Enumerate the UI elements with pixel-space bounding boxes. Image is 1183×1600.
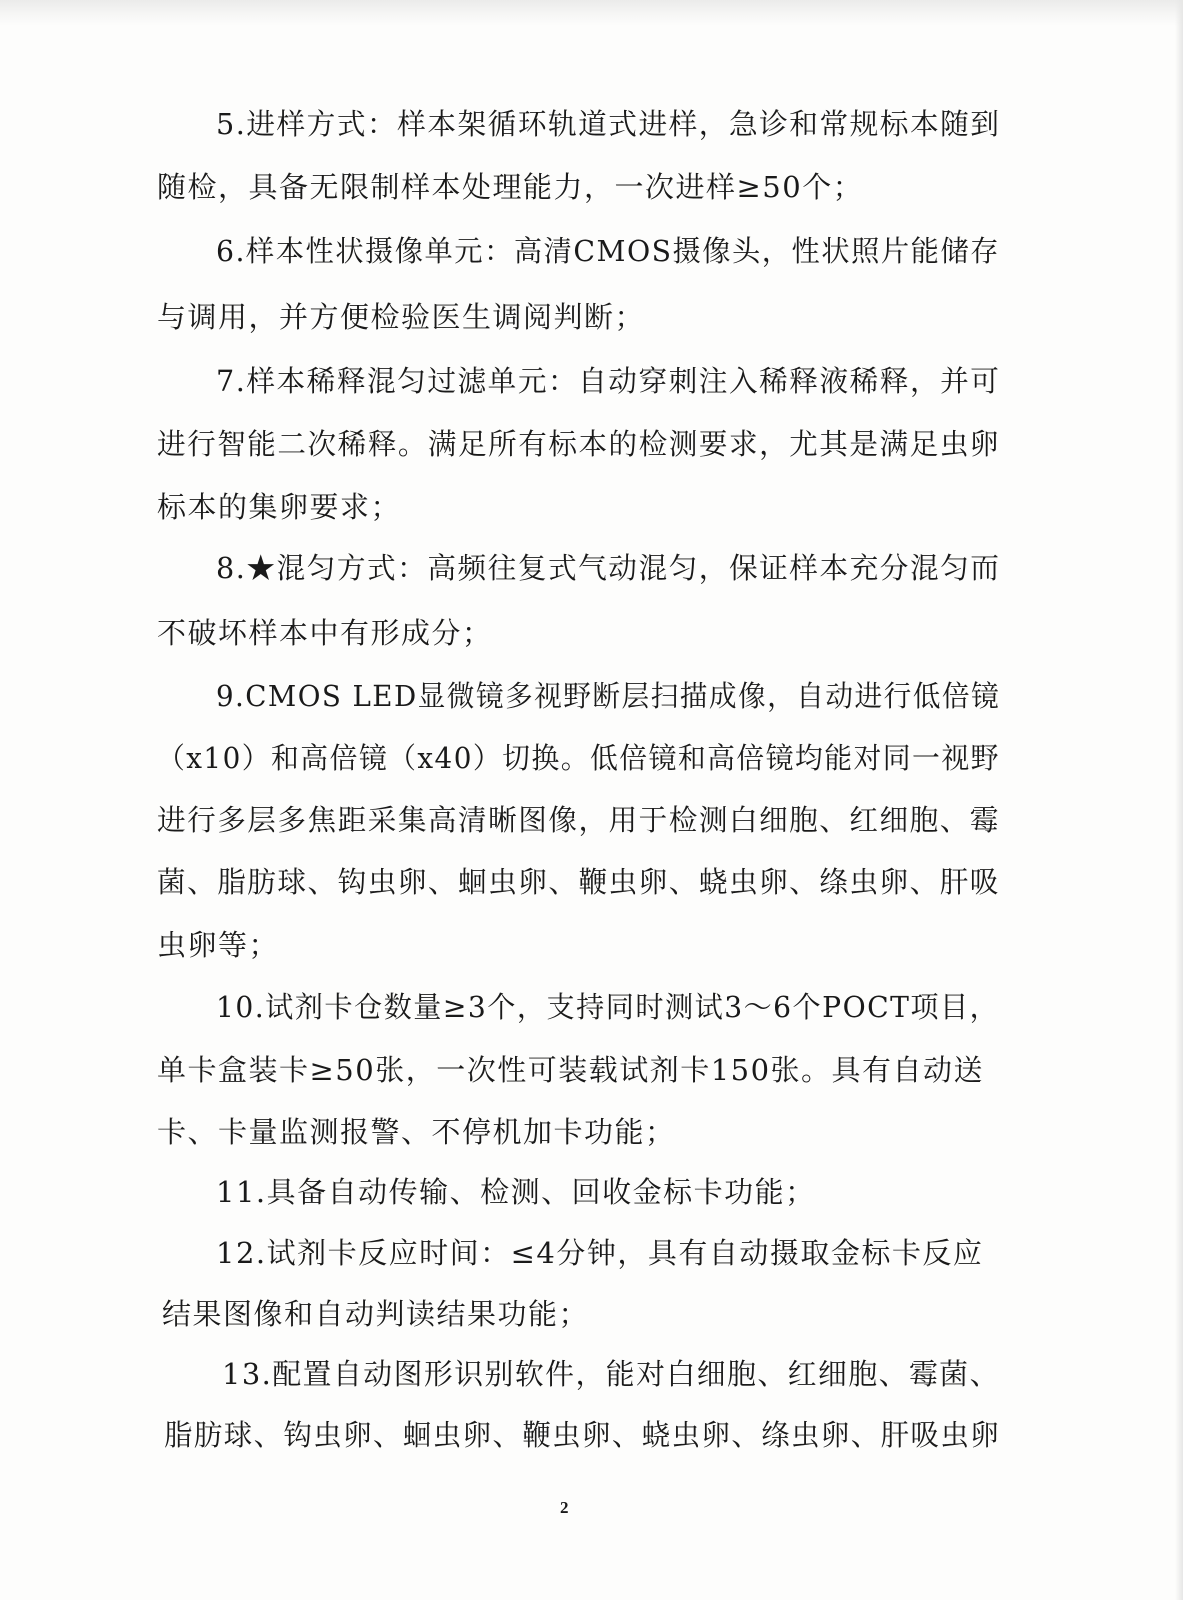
text-line: 菌、脂肪球、钩虫卵、蛔虫卵、鞭虫卵、蛲虫卵、绦虫卵、肝吸 (157, 865, 1000, 899)
scan-edge-shadow (0, 0, 1183, 26)
text-line: 9.CMOS LED显微镜多视野断层扫描成像，自动进行低倍镜 (216, 679, 1001, 713)
text-line: 卡、卡量监测报警、不停机加卡功能； (157, 1115, 676, 1149)
text-line: 进行多层多焦距采集高清晰图像，用于检测白细胞、红细胞、霉 (157, 803, 1000, 837)
text-line: 结果图像和自动判读结果功能； (162, 1297, 590, 1331)
text-line: 虫卵等； (157, 928, 280, 962)
text-line: 不破坏样本中有形成分； (157, 616, 493, 650)
text-line: 进行智能二次稀释。满足所有标本的检测要求，尤其是满足虫卵 (157, 427, 1000, 461)
text-line: 6.样本性状摄像单元：高清CMOS摄像头，性状照片能储存 (216, 234, 1000, 268)
text-line: 11.具备自动传输、检测、回收金标卡功能； (216, 1175, 816, 1209)
page-number: 2 (560, 1498, 569, 1517)
text-line: 10.试剂卡仓数量≥3个，支持同时测试3～6个POCT项目， (216, 990, 1000, 1024)
text-line: 脂肪球、钩虫卵、蛔虫卵、鞭虫卵、蛲虫卵、绦虫卵、肝吸虫卵 (164, 1418, 1001, 1452)
text-line: 单卡盒装卡≥50张，一次性可装载试剂卡150张。具有自动送 (157, 1053, 985, 1087)
text-line: 7.样本稀释混匀过滤单元：自动穿刺注入稀释液稀释，并可 (216, 364, 1001, 398)
text-line: 8.★混匀方式：高频往复式气动混匀，保证样本充分混匀而 (216, 551, 1001, 585)
text-line: 5.进样方式：样本架循环轨道式进样，急诊和常规标本随到 (216, 107, 1001, 141)
text-line: 12.试剂卡反应时间：≤4分钟，具有自动摄取金标卡反应 (216, 1236, 984, 1270)
text-line: 与调用，并方便检验医生调阅判断； (157, 300, 646, 334)
text-line: （x10）和高倍镜（x40）切换。低倍镜和高倍镜均能对同一视野 (157, 741, 1000, 775)
text-line: 标本的集卵要求； (157, 490, 402, 524)
text-line: 13.配置自动图形识别软件，能对白细胞、红细胞、霉菌、 (222, 1357, 1000, 1391)
text-line: 随检，具备无限制样本处理能力，一次进样≥50个； (157, 170, 864, 204)
scan-edge-shadow-right (1175, 0, 1183, 1600)
